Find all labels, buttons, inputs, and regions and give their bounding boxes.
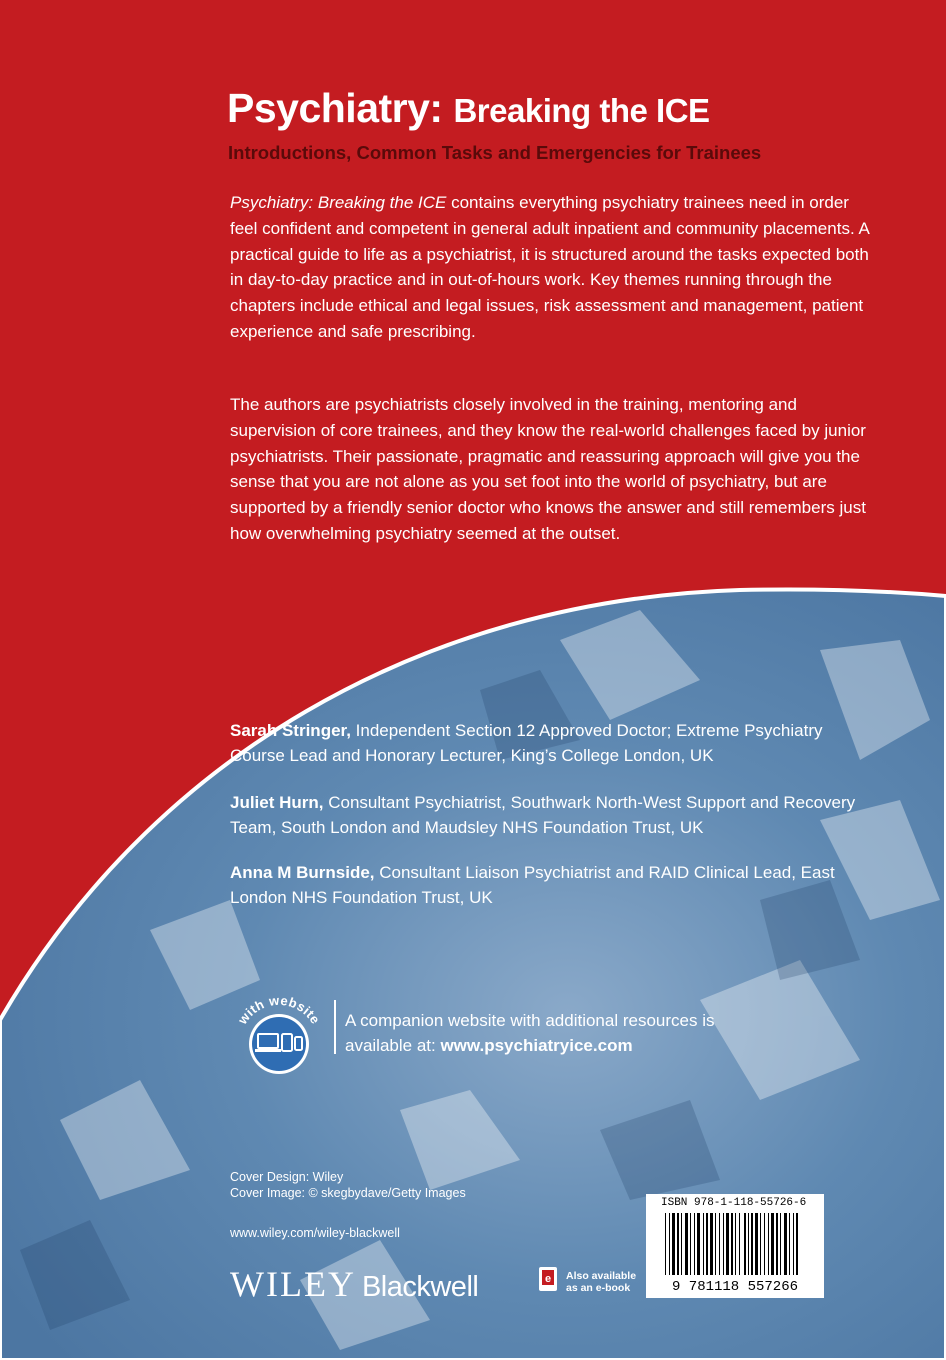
companion-text: A companion website with additional resources is available at: <box>345 1011 715 1055</box>
barcode-bar <box>677 1213 679 1275</box>
isbn-text: ISBN 978-1-118-55726-6 <box>661 1197 807 1209</box>
barcode-bar <box>744 1213 746 1275</box>
barcode-bar <box>789 1213 790 1275</box>
companion-website-note <box>345 1008 785 1058</box>
cover-design-credit: Cover Design: Wiley <box>230 1170 344 1184</box>
barcode-bar <box>748 1213 749 1275</box>
barcode-bar <box>764 1213 765 1275</box>
barcode-bar <box>681 1213 682 1275</box>
barcode-bar <box>776 1213 778 1275</box>
barcode-bar <box>697 1213 700 1275</box>
logo-blackwell: Blackwell <box>361 1271 479 1303</box>
author-entry <box>230 718 870 768</box>
barcode-bar <box>751 1213 753 1275</box>
companion-url-link[interactable]: www.psychiatryice.com <box>440 1036 633 1055</box>
barcode-bar <box>760 1213 761 1275</box>
publisher-url-link[interactable]: www.wiley.com/wiley-blackwell <box>230 1226 400 1240</box>
description-paragraph-1 <box>230 190 870 345</box>
ebook-availability <box>566 1270 636 1294</box>
isbn-barcode-box <box>646 1194 824 1298</box>
barcode-bar <box>669 1213 670 1275</box>
barcode-bar <box>685 1213 688 1275</box>
barcode-bar <box>793 1213 794 1275</box>
barcode-bar <box>731 1213 733 1275</box>
logo-wiley: WILEY <box>230 1264 356 1304</box>
ebook-line-2: as an e-book <box>566 1282 631 1294</box>
barcode-bar <box>735 1213 736 1275</box>
barcode-bar <box>706 1213 708 1275</box>
barcode-bar <box>780 1213 781 1275</box>
author-description: Consultant Liaison Psychiatrist and RAID Clinical Lead, East London NHS Foundation Trust, UK <box>230 863 835 907</box>
barcode-bar <box>768 1213 769 1275</box>
barcode-bar <box>726 1213 729 1275</box>
barcode-bar <box>723 1213 724 1275</box>
barcode <box>655 1211 815 1295</box>
author-description: Consultant Psychiatrist, Southwark North-West Support and Recovery Team, South London and Maudsley NHS Foundation Trust, UK <box>230 793 856 837</box>
barcode-bar <box>665 1213 666 1275</box>
author-entry <box>230 790 870 840</box>
title-rest: Breaking the ICE <box>453 92 710 129</box>
book-subtitle: Introductions, Common Tasks and Emergencies for Trainees <box>228 142 762 163</box>
description-paragraph-2: The authors are psychiatrists closely involved in the training, mentoring and supervision of core trainees, and they know the real-world challenges faced by junior psychiatrists. Their passionate, pragmatic and reassuring approach will give you the sense that you are not alone as you set foot into the world of psychiatry, but are supported by a friendly senior doctor who knows the answer and still remembers just how overwhelming psychiatry seemed at the outset. <box>230 395 866 543</box>
cover-image-credit: Cover Image: © skegbydave/Getty Images <box>230 1186 466 1200</box>
ebook-line-1: Also available <box>566 1270 637 1282</box>
barcode-bar <box>771 1213 774 1275</box>
barcode-bar <box>694 1213 695 1275</box>
barcode-bar <box>755 1213 758 1275</box>
wiley-blackwell-logo <box>230 1263 478 1305</box>
description-text-1: contains everything psychiatry trainees need in order feel confident and competent in general adult inpatient and community placements. A practical guide to life as a psychiatrist, it is structured around the tasks expected both in day-to-day practice and in out-of-hours work. Key themes running through the chapters include ethical and legal issues, risk assessment and management, patient experience and safe prescribing. <box>230 193 869 341</box>
cover-credits <box>230 1169 466 1201</box>
barcode-bar <box>672 1213 675 1275</box>
author-name: Anna M Burnside, <box>230 863 375 882</box>
barcode-bar <box>739 1213 740 1275</box>
barcode-digits: 9 781118 557266 <box>671 1279 799 1295</box>
author-name: Juliet Hurn, <box>230 793 324 812</box>
svg-text:with website: with website <box>234 992 324 1027</box>
description-italic-title: Psychiatry: Breaking the ICE <box>230 193 447 212</box>
barcode-bar <box>703 1213 704 1275</box>
ebook-icon <box>538 1266 558 1292</box>
barcode-bar <box>796 1213 798 1275</box>
title-main: Psychiatry: <box>227 85 443 131</box>
badge-divider <box>334 1000 336 1054</box>
barcode-bar <box>715 1213 716 1275</box>
book-title <box>227 83 710 136</box>
barcode-bar <box>690 1213 691 1275</box>
author-description: Independent Section 12 Approved Doctor; Extreme Psychiatry Course Lead and Honorary Lecturer, King’s College London, UK <box>230 721 823 765</box>
barcode-bar <box>719 1213 720 1275</box>
barcode-bar <box>710 1213 713 1275</box>
with-website-badge-icon <box>230 986 328 1076</box>
author-entry <box>230 860 870 910</box>
svg-text:e: e <box>544 1273 552 1285</box>
author-name: Sarah Stringer, <box>230 721 351 740</box>
barcode-bar <box>784 1213 787 1275</box>
